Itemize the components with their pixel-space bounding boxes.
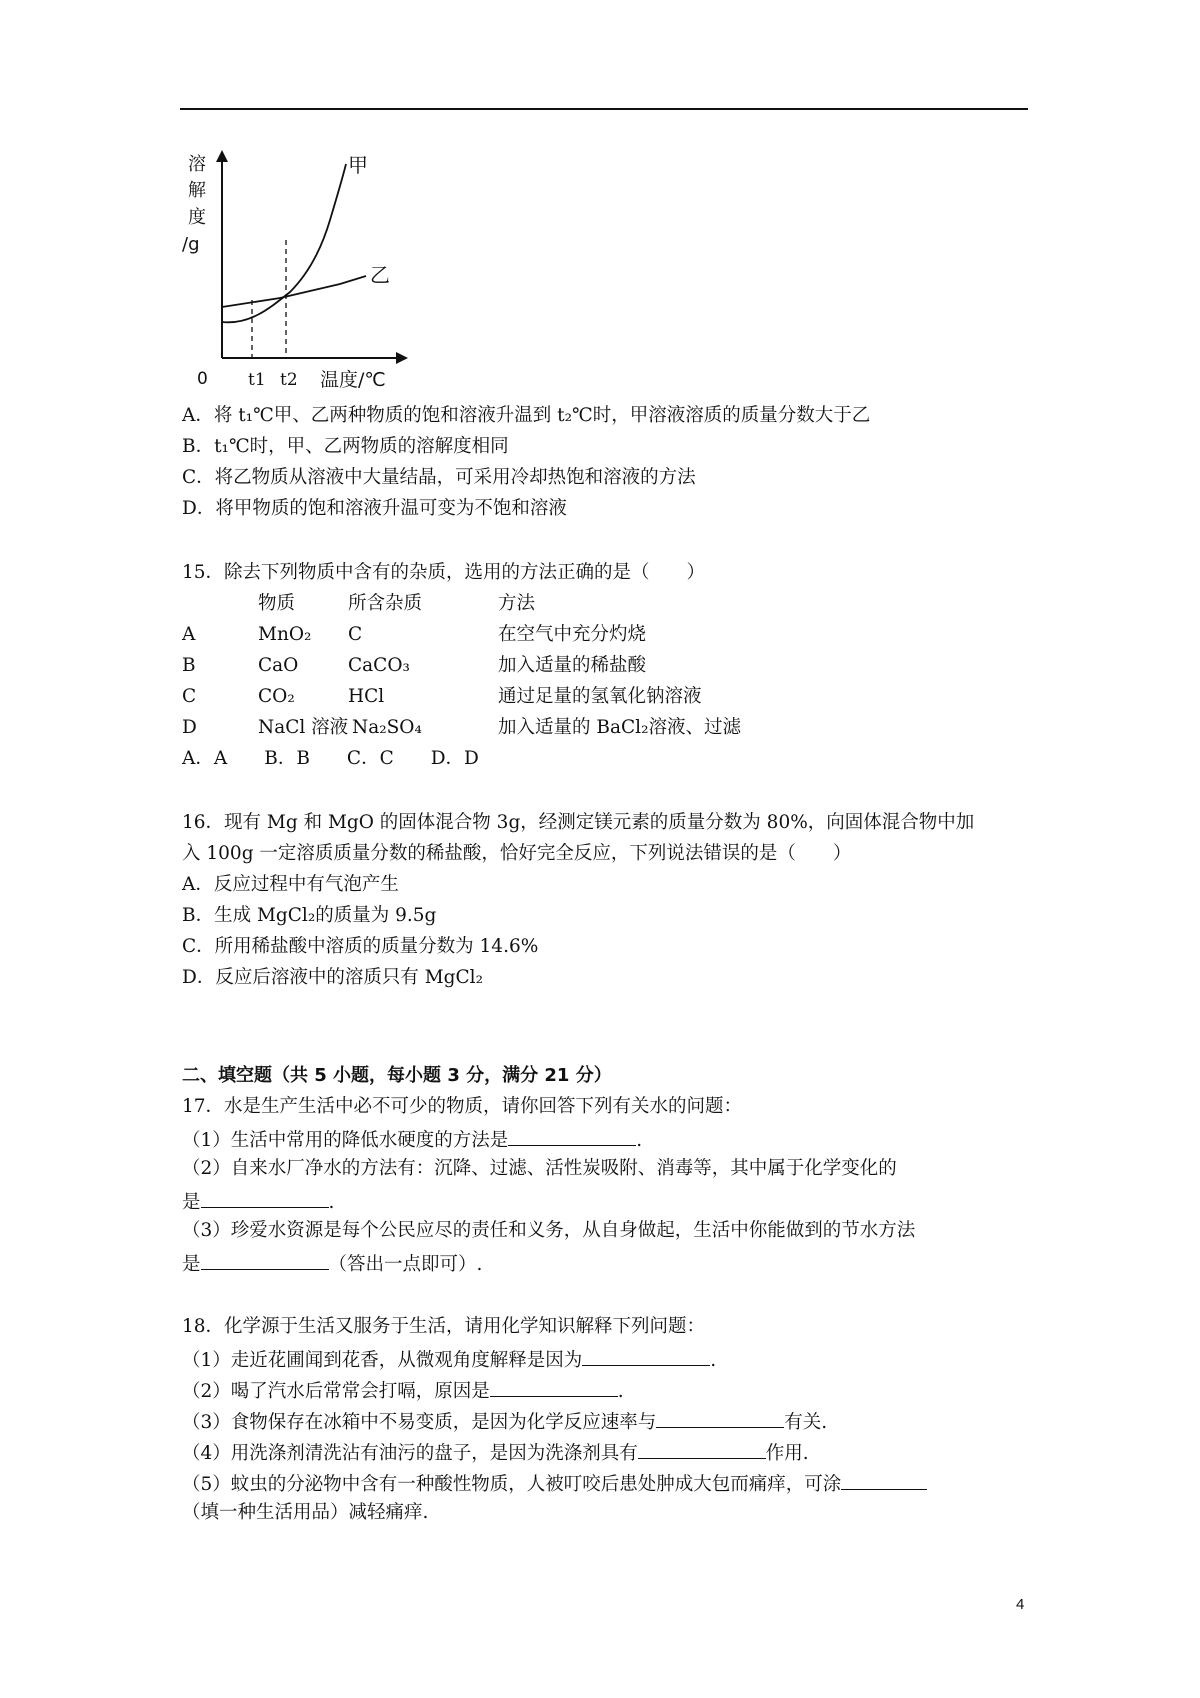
q17-blank2[interactable] (201, 1189, 329, 1208)
q18-part5-text: （5）蚊虫的分泌物中含有一种酸性物质，人被叮咬后患处肿成大包而痛痒，可涂 (182, 1474, 842, 1495)
q18-part2-end: . (617, 1381, 624, 1402)
q16-stem-line1: 16．现有 Mg 和 MgO 的固体混合物 3g，经测定镁元素的质量分数为 80%，向固体混合物中加 (182, 812, 975, 833)
series-yi-line (222, 276, 366, 307)
tick-label-t1: t1 (248, 370, 266, 390)
q18-part2 (182, 1378, 624, 1403)
q18-part5-line2: （填一种生活用品）减轻痛痒. (182, 1502, 429, 1523)
q17-blank1[interactable] (508, 1127, 636, 1146)
q17-part3-text: 是 (182, 1254, 201, 1275)
q18-part2-text: （2）喝了汽水后常常会打嗝，原因是 (182, 1381, 490, 1402)
q15-header-impurity: 所含杂质 (348, 593, 423, 614)
q16-option-a: A．反应过程中有气泡产生 (182, 874, 399, 895)
q15-row-label: A (182, 624, 196, 645)
q14-option-c: C．将乙物质从溶液中大量结晶，可采用冷却热饱和溶液的方法 (182, 467, 696, 488)
q15-row-substance: MnO₂ (258, 624, 312, 645)
q17-stem: 17．水是生产生活中必不可少的物质，请你回答下列有关水的问题： (182, 1096, 743, 1117)
q16-option-d: D．反应后溶液中的溶质只有 MgCl₂ (182, 967, 483, 988)
section-heading: 二、填空题（共 5 小题，每小题 3 分，满分 21 分） (182, 1065, 612, 1086)
q14-option-a: A．将 t₁℃甲、乙两种物质的饱和溶液升温到 t₂℃时，甲溶液溶质的质量分数大于乙 (182, 405, 871, 426)
q15-row-method: 加入适量的 BaCl₂溶液、过滤 (498, 717, 741, 738)
tick-label-t2: t2 (280, 370, 298, 390)
q18-blank3[interactable] (656, 1409, 784, 1428)
q15-row-substance: CO₂ (258, 686, 295, 707)
q16-option-b: B．生成 MgCl₂的质量为 9.5g (182, 905, 437, 926)
series-jia-curve (222, 164, 346, 322)
q14-option-b: B．t₁℃时，甲、乙两物质的溶解度相同 (182, 436, 509, 457)
q17-part3-line1: （3）珍爱水资源是每个公民应尽的责任和义务，从自身做起，生活中你能做到的节水方法 (182, 1220, 916, 1241)
q15-row-substance: CaO (258, 655, 299, 676)
q17-part2-line1: （2）自来水厂净水的方法有：沉降、过滤、活性炭吸附、消毒等，其中属于化学变化的 (182, 1158, 897, 1179)
q15-header-substance: 物质 (258, 593, 296, 614)
q18-blank2[interactable] (490, 1378, 618, 1397)
q18-part5-line1 (182, 1471, 927, 1496)
q14-option-d: D．将甲物质的饱和溶液升温可变为不饱和溶液 (182, 498, 567, 519)
series-label-yi: 乙 (370, 263, 390, 287)
q18-part3 (182, 1409, 827, 1434)
q15-choices: A．A B．B C．C D．D (182, 748, 479, 769)
q15-row-method: 通过足量的氢氧化钠溶液 (498, 686, 702, 707)
q15-row-impurity: Na₂SO₄ (352, 717, 422, 738)
q15-row-substance: NaCl 溶液 (258, 717, 349, 738)
q18-part3-end: 有关. (784, 1412, 828, 1433)
q15-row-impurity: HCl (348, 686, 385, 707)
q17-part2-line2 (182, 1189, 334, 1214)
q17-part2-text: 是 (182, 1192, 201, 1213)
q17-part3-end: （答出一点即可）. (328, 1254, 483, 1275)
x-axis-label: 温度/℃ (320, 369, 386, 391)
page-number: 4 (1016, 1596, 1025, 1613)
q18-blank5[interactable] (841, 1471, 927, 1490)
header-rule (180, 108, 1028, 110)
y-axis-arrow (216, 150, 228, 162)
q15-row-label: B (182, 655, 196, 676)
q18-part4-text: （4）用洗涤剂清洗沾有油污的盘子，是因为洗涤剂具有 (182, 1443, 638, 1464)
q16-stem-line2: 入 100g 一定溶质质量分数的稀盐酸，恰好完全反应，下列说法错误的是（ ） (182, 843, 852, 864)
q18-part1-text: （1）走近花圃闻到花香，从微观角度解释是因为 (182, 1350, 583, 1371)
q18-part3-text: （3）食物保存在冰箱中不易变质，是因为化学反应速率与 (182, 1412, 657, 1433)
q17-part1-text: （1）生活中常用的降低水硬度的方法是 (182, 1130, 509, 1151)
y-axis-label: 溶 解 度 /g (182, 154, 206, 255)
q15-row-label: C (182, 686, 197, 707)
q17-part1-end: . (636, 1130, 643, 1151)
q17-part2-end: . (328, 1192, 335, 1213)
q17-part3-line2 (182, 1251, 482, 1276)
q18-part4-end: 作用. (765, 1443, 809, 1464)
series-label-jia: 甲 (348, 153, 368, 177)
q15-row-impurity: CaCO₃ (348, 655, 410, 676)
q18-blank4[interactable] (638, 1440, 766, 1459)
q15-row-method: 在空气中充分灼烧 (498, 624, 647, 645)
q15-row-method: 加入适量的稀盐酸 (498, 655, 647, 676)
q15-stem: 15．除去下列物质中含有的杂质，选用的方法正确的是（ ） (182, 562, 706, 583)
q18-blank1[interactable] (582, 1347, 710, 1366)
q18-stem: 18．化学源于生活又服务于生活，请用化学知识解释下列问题： (182, 1316, 706, 1337)
q17-blank3[interactable] (201, 1251, 329, 1270)
q18-part4 (182, 1440, 809, 1465)
solubility-chart (170, 150, 450, 395)
x-axis-arrow (396, 352, 408, 364)
q18-part1-end: . (710, 1350, 717, 1371)
origin-label: 0 (197, 369, 208, 389)
q17-part1 (182, 1127, 642, 1152)
q15-header-method: 方法 (498, 593, 536, 614)
q15-row-label: D (182, 717, 197, 738)
q15-row-impurity: C (348, 624, 363, 645)
q18-part1 (182, 1347, 716, 1372)
q16-option-c: C．所用稀盐酸中溶质的质量分数为 14.6% (182, 936, 539, 957)
